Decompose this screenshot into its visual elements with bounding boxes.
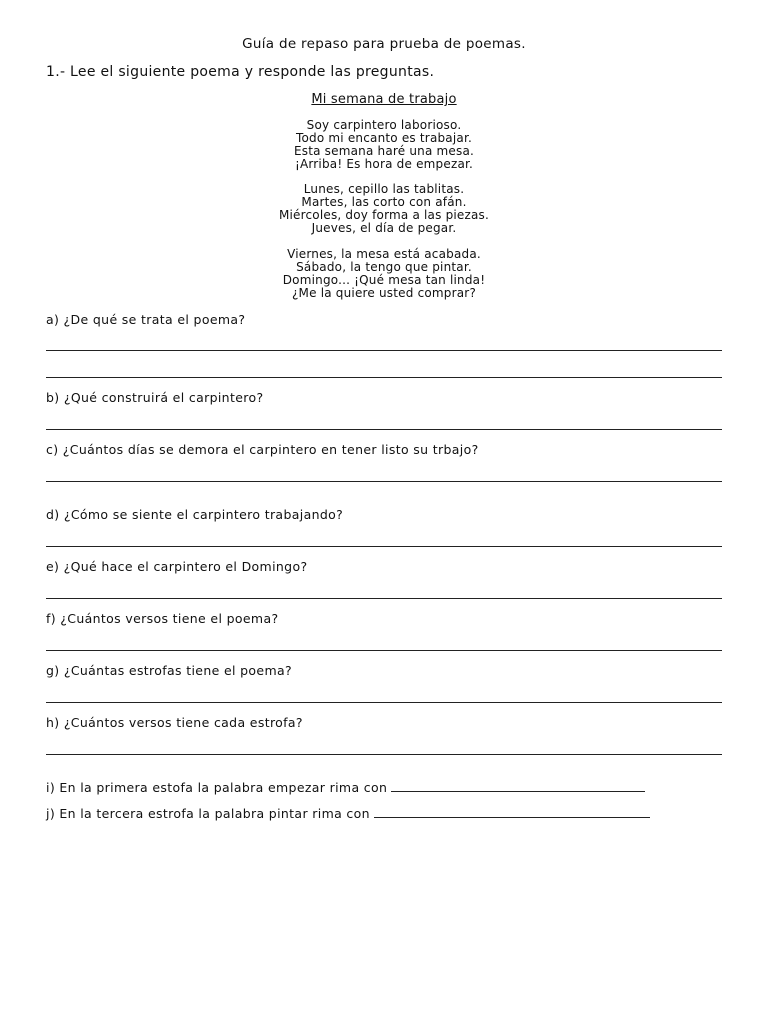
poem-stanza-3 <box>0 248 768 300</box>
poem-verse: ¡Arriba! Es hora de empezar. <box>294 157 474 171</box>
question-j <box>46 806 650 821</box>
answer-line[interactable] <box>46 429 722 430</box>
answer-line[interactable] <box>46 650 722 651</box>
question-c: c) ¿Cuántos días se demora el carpintero en tener listo su trbajo? <box>46 442 479 457</box>
poem-verse: Sábado, la tengo que pintar. <box>296 260 472 274</box>
question-j-text: j) En la tercera estrofa la palabra pintar rima con <box>46 806 370 821</box>
question-e: e) ¿Qué hace el carpintero el Domingo? <box>46 559 308 574</box>
poem-verse: ¿Me la quiere usted comprar? <box>291 286 477 300</box>
poem-verse: Miércoles, doy forma a las piezas. <box>278 208 490 222</box>
question-i-text: i) En la primera estofa la palabra empezar rima con <box>46 780 388 795</box>
poem-verse: Todo mi encanto es trabajar. <box>296 131 472 145</box>
poem-verse: Esta semana haré una mesa. <box>293 144 475 158</box>
question-h: h) ¿Cuántos versos tiene cada estrofa? <box>46 715 303 730</box>
question-g: g) ¿Cuántas estrofas tiene el poema? <box>46 663 292 678</box>
answer-line[interactable] <box>46 350 722 351</box>
answer-line[interactable] <box>46 481 722 482</box>
answer-line[interactable] <box>46 754 722 755</box>
rhyme-blank[interactable] <box>374 816 650 818</box>
poem-verse: Soy carpintero laborioso. <box>306 118 462 132</box>
answer-line[interactable] <box>46 546 722 547</box>
answer-line[interactable] <box>46 598 722 599</box>
answer-line[interactable] <box>46 377 722 378</box>
poem-title: Mi semana de trabajo <box>311 92 457 107</box>
poem-stanza-2 <box>0 183 768 235</box>
poem-verse: Viernes, la mesa está acabada. <box>287 247 481 261</box>
question-i <box>46 780 645 795</box>
answer-line[interactable] <box>46 702 722 703</box>
rhyme-blank[interactable] <box>391 790 645 792</box>
question-a: a) ¿De qué se trata el poema? <box>46 312 246 327</box>
document-title: Guía de repaso para prueba de poemas. <box>242 36 526 52</box>
question-f: f) ¿Cuántos versos tiene el poema? <box>46 611 279 626</box>
instruction: 1.- Lee el siguiente poema y responde las preguntas. <box>46 64 435 80</box>
question-b: b) ¿Qué construirá el carpintero? <box>46 390 264 405</box>
poem-verse: Martes, las corto con afán. <box>301 195 467 209</box>
question-d: d) ¿Cómo se siente el carpintero trabajando? <box>46 507 344 522</box>
poem-verse: Lunes, cepillo las tablitas. <box>303 182 465 196</box>
poem-verse: Jueves, el día de pegar. <box>311 221 457 235</box>
poem-verse: Domingo... ¡Qué mesa tan linda! <box>282 273 486 287</box>
poem-stanza-1 <box>0 119 768 171</box>
